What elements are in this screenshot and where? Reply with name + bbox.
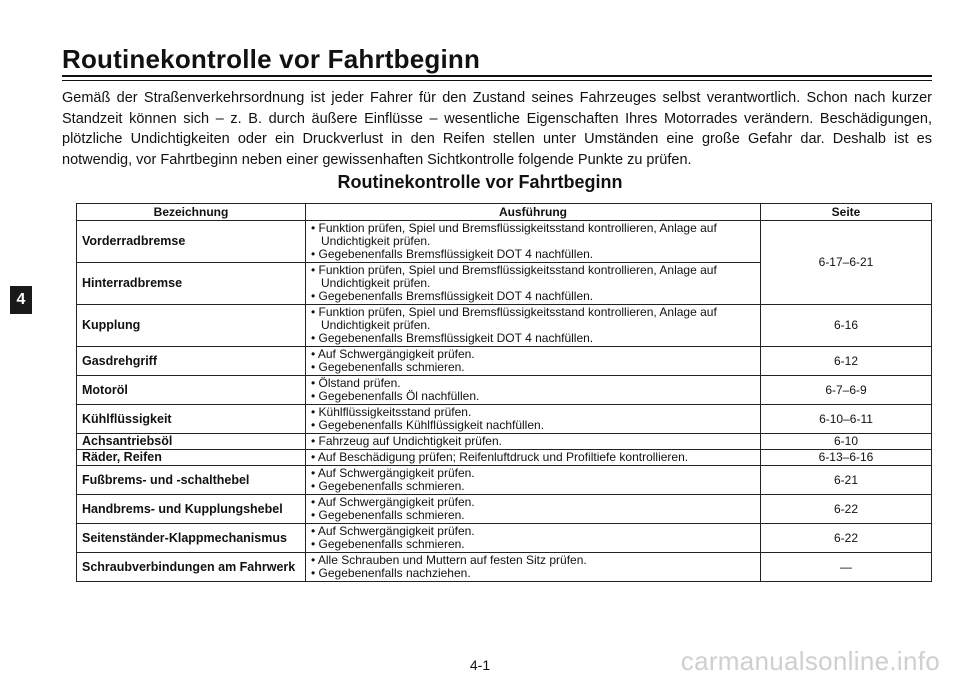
row-actions: [306, 450, 761, 466]
row-page: 6-17–6-21: [761, 221, 932, 305]
action-item: • Alle Schrauben und Muttern auf festen Sitz prüfen.: [311, 554, 755, 567]
row-actions: [306, 434, 761, 450]
row-actions: [306, 466, 761, 495]
action-item: • Auf Schwergängigkeit prüfen.: [311, 496, 755, 509]
row-name: Gasdrehgriff: [77, 347, 306, 376]
heading-rule-thin: [62, 80, 932, 81]
row-actions: [306, 221, 761, 263]
action-item: • Gegebenenfalls schmieren.: [311, 480, 755, 493]
row-actions: [306, 376, 761, 405]
table-row: [77, 450, 932, 466]
action-item: • Gegebenenfalls Kühlflüssigkeit nachfüllen.: [311, 419, 755, 432]
action-item: • Funktion prüfen, Spiel und Bremsflüssigkeitsstand kontrollieren, Anlage auf Undichtigkeit prüfen.: [311, 222, 755, 248]
action-item: • Auf Schwergängigkeit prüfen.: [311, 525, 755, 538]
action-item: • Funktion prüfen, Spiel und Bremsflüssigkeitsstand kontrollieren, Anlage auf Undichtigkeit prüfen.: [311, 264, 755, 290]
row-name: Kupplung: [77, 305, 306, 347]
row-page: 6-12: [761, 347, 932, 376]
row-name: Vorderradbremse: [77, 221, 306, 263]
action-item: • Gegebenenfalls Öl nachfüllen.: [311, 390, 755, 403]
action-item: • Fahrzeug auf Undichtigkeit prüfen.: [311, 435, 755, 448]
row-actions: [306, 347, 761, 376]
row-name: Achsantriebsöl: [77, 434, 306, 450]
row-name: Schraubverbindungen am Fahrwerk: [77, 553, 306, 582]
action-item: • Auf Schwergängigkeit prüfen.: [311, 467, 755, 480]
table-header-row: [77, 204, 932, 221]
row-name: Fußbrems- und -schalthebel: [77, 466, 306, 495]
row-page: —: [761, 553, 932, 582]
row-page: 6-7–6-9: [761, 376, 932, 405]
watermark: carmanualsonline.info: [680, 646, 940, 676]
page-number: 4-1: [469, 657, 491, 673]
row-actions: [306, 553, 761, 582]
row-page: 6-10–6-11: [761, 405, 932, 434]
row-page: 6-13–6-16: [761, 450, 932, 466]
table-row: [77, 221, 932, 263]
row-actions: [306, 405, 761, 434]
table-row: [77, 524, 932, 553]
row-name: Räder, Reifen: [77, 450, 306, 466]
page-heading: Routinekontrolle vor Fahrtbeginn: [62, 44, 481, 74]
action-item: • Gegebenenfalls schmieren.: [311, 538, 755, 551]
checklist-table: [76, 203, 932, 582]
row-actions: [306, 524, 761, 553]
action-item: • Kühlflüssigkeitsstand prüfen.: [311, 406, 755, 419]
chapter-tab: 4: [10, 286, 32, 314]
action-item: • Auf Schwergängigkeit prüfen.: [311, 348, 755, 361]
table-row: [77, 376, 932, 405]
header-action: Ausführung: [306, 204, 761, 221]
row-page: 6-10: [761, 434, 932, 450]
row-name: Kühlflüssigkeit: [77, 405, 306, 434]
action-item: • Gegebenenfalls nachziehen.: [311, 567, 755, 580]
row-actions: [306, 263, 761, 305]
table-row: [77, 434, 932, 450]
heading-rule: [62, 75, 932, 77]
row-page: 6-16: [761, 305, 932, 347]
action-item: • Gegebenenfalls schmieren.: [311, 361, 755, 374]
table-row: [77, 466, 932, 495]
table-row: [77, 305, 932, 347]
action-item: • Gegebenenfalls schmieren.: [311, 509, 755, 522]
row-name: Hinterradbremse: [77, 263, 306, 305]
action-item: • Auf Beschädigung prüfen; Reifenluftdruck und Profiltiefe kontrollieren.: [311, 451, 755, 464]
header-page: Seite: [761, 204, 932, 221]
action-item: • Funktion prüfen, Spiel und Bremsflüssigkeitsstand kontrollieren, Anlage auf Undichtigkeit prüfen.: [311, 306, 755, 332]
header-name: Bezeichnung: [77, 204, 306, 221]
row-page: 6-21: [761, 466, 932, 495]
table-row: [77, 405, 932, 434]
intro-paragraph: Gemäß der Straßenverkehrsordnung ist jeder Fahrer für den Zustand seines Fahrzeuges selbst verantwortlich. Schon nach kurzer Standzeit können sich – z. B. durch äußere Einflüsse – wesentliche Eigenschaften Ihres Motorrades verändern. Beschädigungen, plötzliche Undichtigkeiten oder ein Druckverlust in den Reifen stellen unter Umständen eine große Gefahr dar. Deshalb ist es notwendig, vor Fahrtbeginn neben einer gewissenhaften Sichtkontrolle folgende Punkte zu prüfen.: [62, 90, 932, 168]
row-page: 6-22: [761, 495, 932, 524]
row-actions: [306, 495, 761, 524]
action-item: • Gegebenenfalls Bremsflüssigkeit DOT 4 nachfüllen.: [311, 332, 755, 345]
table-row: [77, 553, 932, 582]
table-title: Routinekontrolle vor Fahrtbeginn: [337, 172, 623, 192]
row-name: Seitenständer-Klappmechanismus: [77, 524, 306, 553]
table-row: [77, 495, 932, 524]
row-actions: [306, 305, 761, 347]
table-row: [77, 347, 932, 376]
action-item: • Gegebenenfalls Bremsflüssigkeit DOT 4 nachfüllen.: [311, 290, 755, 303]
action-item: • Ölstand prüfen.: [311, 377, 755, 390]
row-name: Handbrems- und Kupplungshebel: [77, 495, 306, 524]
action-item: • Gegebenenfalls Bremsflüssigkeit DOT 4 nachfüllen.: [311, 248, 755, 261]
row-page: 6-22: [761, 524, 932, 553]
row-name: Motoröl: [77, 376, 306, 405]
